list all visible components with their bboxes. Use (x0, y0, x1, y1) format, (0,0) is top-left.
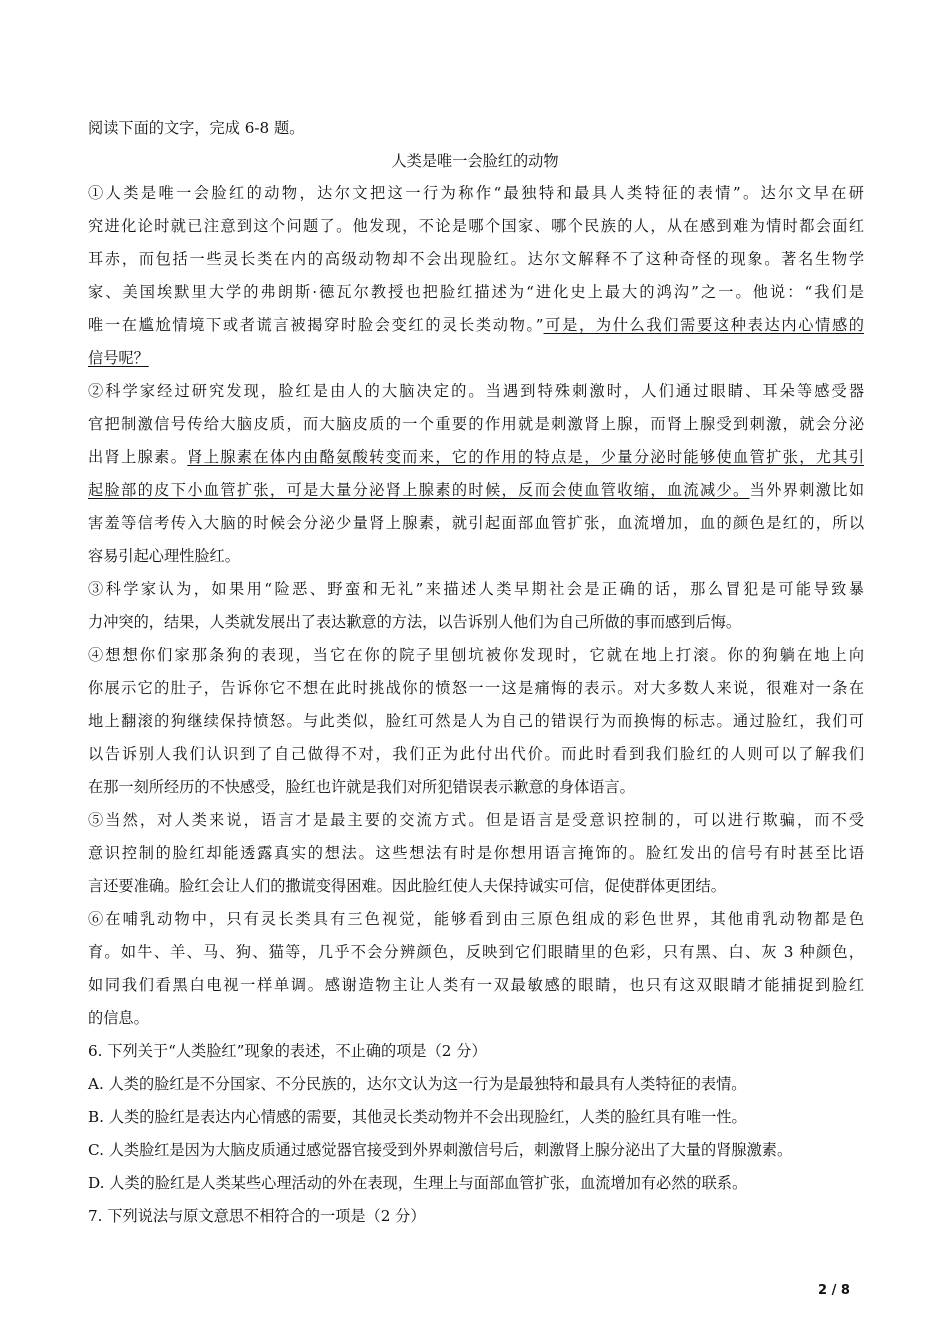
question-6-option-b: B. 人类的脸红是表达内心情感的需要，其他灵长类动物并不会出现脸红，人类的脸红具有唯一性。 (88, 1108, 747, 1126)
paragraph-6-line: 育。如牛、羊、马、狗、猫等，几乎不会分辨颜色，反映到它们眼睛里的色彩，只有黑、白、灰 3 种颜色， (88, 943, 864, 961)
underlined-sentence: 肾上腺素在体内由酪氨酸转变而来，它的作用的特点是，少量分泌时能够使血管扩张，尤其引 (187, 448, 865, 466)
page-number: 2 / 8 (818, 1283, 850, 1298)
paragraph-2-line: 官把制激信号传给大脑皮质，而大脑皮质的一个重要的作用就是刺激肾上腺，而肾上腺受到刺激，就会分泌 (88, 415, 864, 433)
paragraph-4-line: ④想想你们家那条狗的表现，当它在你的院子里刨坑被你发现时，它就在地上打滚。你的狗躺在地上向 (88, 646, 864, 664)
paragraph-2-line: ②科学家经过研究发现，脸红是由人的大脑决定的。当遇到特殊刺激时，人们通过眼睛、耳朵等感受器 (88, 382, 864, 400)
paragraph-6-line: 如同我们看黑白电视一样单调。感谢造物主让人类有一双最敏感的眼睛，也只有这双眼睛才能捕捉到脸红 (88, 976, 864, 994)
reading-instruction: 阅读下面的文字，完成 6-8 题。 (88, 119, 305, 137)
question-6-option-a: A. 人类的脸红是不分国家、不分民族的，达尔文认为这一行为是最独特和最具有人类特征的表情。 (88, 1075, 747, 1093)
paragraph-3-line: ③科学家认为，如果用“险恶、野蛮和无礼”来描述人类早期社会是正确的话，那么冒犯是可能导致暴 (88, 580, 864, 598)
paragraph-2-text: 当外界刺激比如 (749, 481, 865, 499)
underlined-sentence: 可是，为什么我们需要这种表达内心情感的 (543, 316, 864, 334)
paragraph-2-line (88, 447, 864, 467)
paragraph-6-line: 的信息。 (88, 1009, 149, 1027)
paragraph-1-line (88, 315, 864, 335)
paragraph-3-line: 力冲突的，结果，人类就发展出了表达歉意的方法，以告诉别人他们为自己所做的事而感到后悔。 (88, 613, 742, 631)
paragraph-2-line: 容易引起心理性脸红。 (88, 547, 240, 565)
paragraph-1-line: 家、美国埃默里大学的弗朗斯·德瓦尔教授也把脸红描述为“进化史上最大的鸿沟”之一。他说：“我们是 (88, 283, 864, 301)
article-title: 人类是唯一会脸红的动物 (391, 152, 559, 170)
paragraph-4-line: 在那一刻所经历的不快感受，脸红也许就是我们对所犯错误表示歉意的身体语言。 (88, 778, 635, 796)
paragraph-5-line: ⑤当然，对人类来说，语言才是最主要的交流方式。但是语言是受意识控制的，可以进行欺骗，而不受 (88, 811, 864, 829)
question-7: 7. 下列说法与原文意思不相符合的一项是（2 分） (88, 1207, 426, 1225)
paragraph-1-line: 耳赤，而包括一些灵长类在内的高级动物却不会出现脸红。达尔文解释不了这种奇怪的现象。著名生物学 (88, 250, 864, 268)
paragraph-1-text: 唯一在尴尬情境下或者谎言被揭穿时脸会变红的灵长类动物。” (88, 316, 544, 334)
question-6: 6. 下列关于“人类脸红”现象的表述，不止确的项是（2 分） (88, 1042, 487, 1060)
paragraph-4-line: 地上翻滚的狗继续保持愤怒。与此类似，脸红可然是人为自己的错误行为而换悔的标志。通过脸红，我们可 (88, 712, 864, 730)
paragraph-5-line: 言还要准确。脸红会让人们的撒谎变得困难。因此脸红使人夫保持诚实可信，促使群体更团结。 (88, 877, 726, 895)
paragraph-1-line: ①人类是唯一会脸红的动物，达尔文把这一行为称作“最独特和最具人类特征的表情”。达尔文早在研 (88, 184, 864, 202)
question-6-option-c: C. 人类脸红是因为大脑皮质通过感觉器官接受到外界刺激信号后，刺激肾上腺分泌出了大量的肾腺激素。 (88, 1141, 793, 1159)
paragraph-4-line: 你展示它的肚子，告诉你它不想在此时挑战你的愤怒一一这是痛悔的表示。对大多数人来说，很难对一条在 (88, 679, 864, 697)
underlined-sentence: 信号呢？ (88, 349, 149, 367)
paragraph-1-line (88, 348, 864, 368)
paragraph-5-line: 意识控制的脸红却能透露真实的想法。这些想法有时是你想用语言掩饰的。脸红发出的信号有时甚至比语 (88, 844, 864, 862)
paragraph-2-line (88, 480, 864, 500)
paragraph-4-line: 以告诉别人我们认识到了自己做得不对，我们正为此付出代价。而此时看到我们脸红的人则可以了解我们 (88, 745, 864, 763)
paragraph-2-text: 出肾上腺素。 (88, 448, 188, 466)
paragraph-1-line: 究进化论时就已注意到这个问题了。他发现，不论是哪个国家、哪个民族的人，从在感到难为情时都会面红 (88, 217, 864, 235)
underlined-sentence: 起脸部的皮下小血管扩张，可是大量分泌肾上腺素的时候，反而会使血管收缩，血流减少。 (88, 481, 750, 499)
question-6-option-d: D. 人类的脸红是人类某些心理活动的外在表现，生理上与面部血管扩张，血流增加有必然的联系。 (88, 1174, 748, 1192)
paragraph-2-line: 害羞等信考传入大脑的时候会分泌少量肾上腺素，就引起面部血管扩张，血流增加，血的颜色是红的，所以 (88, 514, 864, 532)
paragraph-6-line: ⑥在哺乳动物中，只有灵长类具有三色视觉，能够看到由三原色组成的彩色世界，其他甫乳动物都是色 (88, 910, 864, 928)
